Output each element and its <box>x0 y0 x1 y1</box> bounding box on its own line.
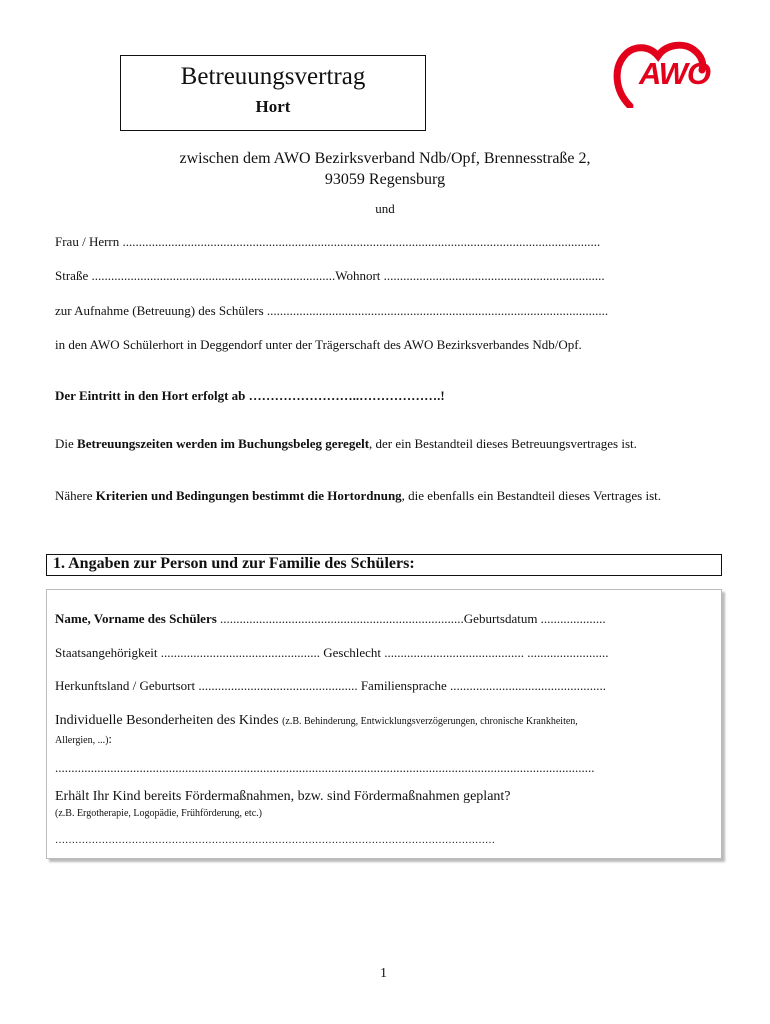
intro-line-1: zwischen dem AWO Bezirksverband Ndb/Opf, Brennesstraße 2, <box>179 150 591 167</box>
logo-text: AWO <box>639 56 711 91</box>
para1-text-c: , der ein Bestandteil dieses Betreuungsvertrages ist. <box>369 436 637 451</box>
besonderheiten-hint-1: (z.B. Behinderung, Entwicklungsverzögerungen, chronische Krankheiten, <box>282 716 578 727</box>
document-subtitle: Hort <box>255 97 291 116</box>
foerdermassnahmen-question: Erhält Ihr Kind bereits Fördermaßnahmen, bzw. sind Fördermaßnahmen geplant? <box>55 789 511 804</box>
para1-text-a: Die <box>55 436 78 451</box>
page-number: 1 <box>380 966 387 981</box>
section-1-title: 1. Angaben zur Person und zur Familie des Schülers: <box>53 555 415 572</box>
para2-text-c: , die ebenfalls ein Bestandteil dieses Vertrages ist. <box>401 488 661 503</box>
kriterien-paragraph <box>55 487 715 504</box>
foerdermassnahmen-hint: (z.B. Ergotherapie, Logopädie, Frühförderung, etc.) <box>55 808 262 819</box>
document-title: Betreuungsvertrag <box>180 63 366 90</box>
besonderheiten-field <box>55 711 578 729</box>
title-box <box>120 55 426 131</box>
para2-bold: Kriterien und Bedingungen bestimmt die Hortordnung <box>95 488 402 503</box>
besonderheiten-dots: ...................................................................................................................................................................... <box>55 760 595 775</box>
und-text: und <box>375 201 395 216</box>
name-field <box>55 611 606 627</box>
name-dots: ...........................................................................Geburtsdatum .................... <box>216 611 606 626</box>
intro-line-2: 93059 Regensburg <box>324 171 446 188</box>
besonderheiten-hint-line <box>55 730 112 748</box>
frau-herrn-field: Frau / Herrn ................................................................................................................................................... <box>55 234 601 249</box>
besonderheiten-colon: : <box>108 731 113 746</box>
besonderheiten-label: Individuelle Besonderheiten des Kindes <box>55 713 283 728</box>
strasse-wohnort-field: Straße ...........................................................................Wohnort .................................................................... <box>55 268 605 283</box>
section-1-header <box>46 554 722 576</box>
foerdermassnahmen-dots: …………………………………………………………………………………………………………………… <box>55 835 495 846</box>
staatsangehoerigkeit-field: Staatsangehörigkeit ................................................. Geschlecht ........................................... ......................... <box>55 645 609 660</box>
awo-logo <box>612 38 712 108</box>
para1-bold: Betreuungszeiten werden im Buchungsbeleg geregelt <box>77 436 370 451</box>
besonderheiten-hint-2: Allergien, ...) <box>55 735 109 746</box>
para2-text-a: Nähere <box>55 488 96 503</box>
hort-line: in den AWO Schülerhort in Deggendorf unter der Trägerschaft des AWO Bezirksverbandes Ndb/Opf. <box>55 337 582 352</box>
eintritt-line: Der Eintritt in den Hort erfolgt ab ……………………..……………….! <box>55 388 445 403</box>
herkunftsland-field: Herkunftsland / Geburtsort ................................................. Familiensprache ................................................ <box>55 678 606 693</box>
aufnahme-field: zur Aufnahme (Betreuung) des Schülers ......................................................................................................... <box>55 303 609 318</box>
betreuungszeiten-paragraph <box>55 435 715 452</box>
name-label: Name, Vorname des Schülers <box>55 611 217 626</box>
